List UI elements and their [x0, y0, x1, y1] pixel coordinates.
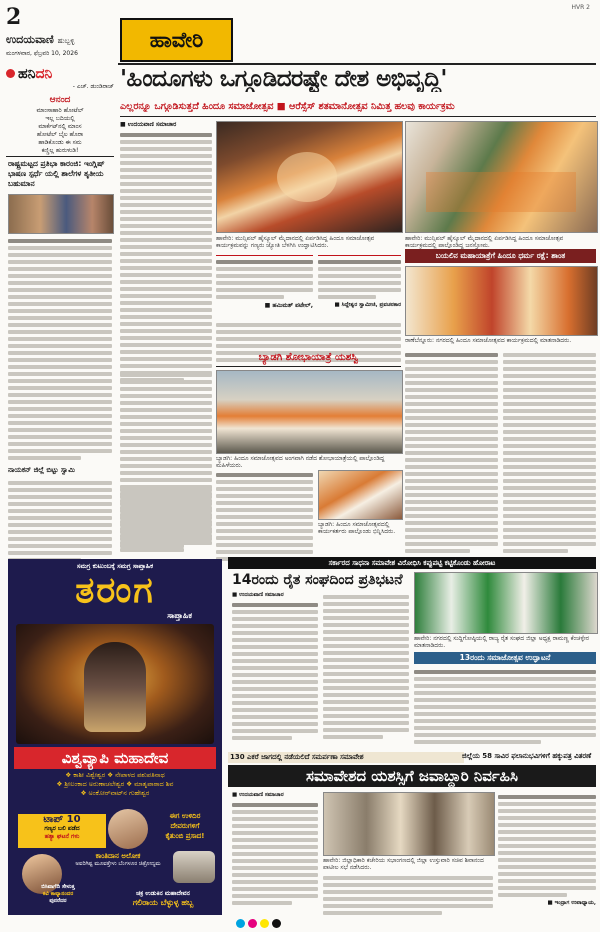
bottom-left-2: ಕವಿ ಕಾವ್ಯಾನಂದರ: [42, 891, 74, 897]
main-photo-left: [216, 121, 403, 233]
main-photo-right: [405, 121, 598, 233]
farmers-body-2: [323, 592, 409, 742]
yellow-mark: [260, 919, 269, 928]
ranebennur-photo: [405, 266, 598, 336]
bottom-headline: ಸಮಾವೇಶದ ಯಶಸ್ಸಿಗೆ ಜವಾಬ್ದಾರಿ ನಿರ್ವಹಿಸಿ: [228, 765, 596, 787]
poem-lines: [6, 107, 114, 155]
column-text: ಅವರಿಗಿಷ್ಟ ಮೂವತ್ತೇಳು ಬೆಂಗಳೂರ ಚಿತ್ರೋದ್ಯಮ: [75, 861, 161, 867]
advert-dog-image: [173, 851, 215, 883]
flower-icon: [6, 69, 15, 78]
byadagi-caption: ಬ್ಯಾಡಗಿ: ಹಿಂದೂ ಸಮಾಜೋತ್ಸವದ ಅಂಗವಾಗಿ ನಡೆದ ಶೋಭಾಯಾತ್ರೆಯಲ್ಲಿ ಪಾಲ್ಗೊಂಡಿದ್ದ ಮಹಿಳೆಯರು.: [216, 455, 385, 469]
farmers-caption: ಹಾವೇರಿ: ನಗರದಲ್ಲಿ ಸುದ್ದಿಗೋಷ್ಠಿಯಲ್ಲಿ ರಾಜ್ಯ ರೈತ ಸಂಘದ ಜಿಲ್ಲಾ ಅಧ್ಯಕ್ಷ ರಾಮಣ್ಣ ಕೆಂಚಳ್ಳೇರ ಮಾತನಾಡಿದರು.: [414, 635, 590, 649]
poem-author: - ಎಚ್. ಡುಂಡಿರಾಜ್: [72, 83, 114, 90]
bottom-photo: [323, 792, 495, 856]
bottom-right-1: ಚಕ್ರ ಉಡುಕಿನ ಮಹಾದೇವನ: [136, 890, 190, 897]
bottom-body: [232, 800, 318, 908]
main-byline: ■ ಉದಯವಾಣಿ ಸಮಾಚಾರ: [120, 121, 177, 128]
advert-quote: [148, 811, 222, 841]
magenta-mark: [248, 919, 257, 928]
headline-rule: [120, 116, 596, 117]
main-subheadline: ಎಲ್ಲರನ್ನೂ ಒಗ್ಗೂಡಿಸುತ್ತದೆ ಹಿಂದೂ ಸಮಾಜೋತ್ಸವ ■ ಆರೆಸ್ಸೆಸ್ ಶತಮಾನೋತ್ಸವ ನಿಮಿತ್ತ ಹಲವು ಕಾರ್ಯಕ್ರಮ: [120, 101, 455, 112]
inauguration-body: [414, 667, 596, 747]
quote-one-author: ■ ಹಮಿಮತ್ ಪಟೇಲ್,: [264, 302, 313, 309]
byadagi-body-3: [120, 485, 212, 551]
registration-marks: [236, 913, 284, 932]
ranebennur-body: [405, 350, 498, 556]
corner-tag: HVR 2: [571, 4, 590, 11]
hani-dani-box: [6, 66, 114, 154]
farmers-body: [232, 600, 318, 743]
brand-suffix: ದನಿ: [35, 66, 53, 82]
farmers-photo: [414, 572, 598, 634]
inauguration-banner: 13ರಂದು ಸಮಾಜೋತ್ಸವ ಉದ್ಘಾಟನೆ: [414, 652, 596, 664]
farmers-byline: ■ ಉದಯವಾಣಿ ಸಮಾಚಾರ: [232, 592, 284, 598]
advert-bottom-right: [106, 889, 220, 907]
poem-line: ಹೋಟೆಲ್ ಬೈಲ ಹೊರಾ: [36, 131, 84, 138]
advert-brand: ತರಂಗ: [75, 570, 155, 611]
poem-line: ಇಲ್ಲ ಬದಿಯಲ್ಲಿ: [45, 115, 75, 122]
bottom-caption: ಹಾವೇರಿ: ಜಿಲ್ಲಾಧಿಕಾರಿ ಕಚೇರಿಯ ಸಭಾಂಗಣದಲ್ಲಿ ಜಿಲ್ಲಾ ಉಸ್ತುವಾರಿ ಸಚಿವ ಶಿವಾನಂದ ಪಾಟೀಲ ಸಭೆ ನಡೆಸಿದರು.: [323, 857, 484, 871]
advert-brand-sub: ಸಾಪ್ತಾಹಿಕ: [167, 611, 192, 620]
quote-box-one: [216, 255, 313, 314]
feature-line: ❖ ಶ್ರೀಲಂಕಾದ ಅರುಣಾಚಲೇಶ್ವರ ❖ ಮಾತೃಪಾಠಾದ ಶಿವ: [56, 780, 174, 788]
poem-title: ಆನಂದ: [49, 95, 71, 105]
quote-two-author: ■ ಸಿದ್ದೇಶ್ವರ ಸ್ವಾಮೀಜಿ, ಪ್ರವಚನಕಾರ: [334, 302, 401, 308]
main-caption-right: ಹಾವೇರಿ: ಮುನ್ಸಿಪಲ್ ಹೈಸ್ಕೂಲ್ ಮೈದಾನದಲ್ಲಿ ಏರ್ಪಡಿಸಿದ್ದ ಹಿಂದೂ ಸಮಾಜೋತ್ಸವ ಕಾರ್ಯಕ್ರಮದಲ್ಲಿ ಪಾಲ್ಗೊಂಡಿದ್ದ ಜನಸ್ತೋಮ.: [405, 235, 564, 249]
feature-line: ❖ ಕಾಶೀ ವಿಶ್ವೇಶ್ವರ ❖ ನೇಪಾಳದ ಪಶುಪತಿನಾಥ: [65, 771, 165, 779]
ranebennur-caption: ರಾಣೆಬೆನ್ನೂರು: ನಗರದಲ್ಲಿ ಹಿಂದೂ ಸಮಾಜೋತ್ಸವದ ಕಾರ್ಯಕ್ರಮದಲ್ಲಿ ಮಾತನಾಡಿದರು.: [405, 337, 572, 344]
bottom-right-2: ಗಲಿರಾಯ ಬೆಳ್ಳುಳ್ಳ ಹಬ್ಬ: [132, 898, 194, 907]
edition-tag: ಹುಬ್ಬಳ್ಳಿ: [57, 37, 75, 45]
left-rule-1: [6, 156, 114, 157]
masthead-rule: [118, 63, 596, 65]
advert-bottom-left: [18, 884, 98, 905]
left-story-subhead: ನಾಯಕನ್ ಜಿಲ್ಲೆ ಬಿಟ್ಟು ಸ್ವಾಮಿ: [8, 466, 75, 474]
paper-name-text: ಉದಯವಾಣಿ: [6, 33, 54, 46]
farmers-headline: 14ರಂದು ರೈತ ಸಂಘದಿಂದ ಪ್ರತಿಭಟನೆ: [232, 572, 403, 588]
kicker-line: 130 ಎಕರೆ ಜಾಗದಲ್ಲಿ ನಡೆಯಲಿದೆ ಸಮರ್ಪಣಾ ಸಮಾವೇಶ: [228, 752, 464, 763]
bottom-side-box: [498, 792, 596, 907]
paper-name: [6, 33, 75, 47]
ranebennur-banner: ಬಯಲಿನ ಮಹಾಯಾತ್ರೆಗೆ ಹಿಂದೂ ಧರ್ಮ ರಕ್ಷೆ: ಶಾಂತ: [405, 249, 596, 263]
top10-title: ಟಾಪ್ 10: [43, 814, 81, 825]
ranebennur-body-2: [503, 350, 596, 556]
cyan-mark: [236, 919, 245, 928]
page-number: 2: [6, 4, 22, 30]
date-line: ಮಂಗಳವಾರ, ಫೆಬ್ರವರಿ 10, 2026: [6, 50, 78, 57]
quote-box-two: [318, 255, 401, 314]
quote-line: ಈಗ ಉಳಿದಿರ: [169, 812, 201, 820]
left-story-body: [8, 236, 112, 463]
left-story-body-2: [8, 478, 112, 565]
byadagi-caption-2: ಬ್ಯಾಡಗಿ: ಹಿಂದೂ ಸಮಾಜೋತ್ಸವದಲ್ಲಿ ಕಾರ್ಯಕರ್ತರು ಪಾಲ್ಗೊಂಡು ಭಿನ್ನಿಸಿದರು.: [318, 521, 396, 535]
poem-line: ಕಣ್ಣಿಲ್ಲ ಹುರುಳುಡಿ!: [41, 147, 79, 154]
column-title: ಕಾಂತಿದಾನ ಅಲೋಕ: [95, 852, 141, 860]
bottom-byline: ■ ಉದಯವಾಣಿ ಸಮಾಚಾರ: [232, 792, 284, 798]
top10-sub2: ಹತ್ಯಾ ಘಟನೆ ಗಳು: [44, 833, 80, 840]
byadagi-headline: ಬ್ಯಾಡಗಿ ಶೋಭಾಯಾತ್ರೆ ಯಶಸ್ವಿ: [258, 352, 359, 363]
bottom-left-1: ಬಿಸಿವಾಗೆದಿ ಸೇಳುತ್ತ: [41, 884, 75, 890]
hani-dani-brand: [6, 66, 114, 82]
main-caption-left: ಹಾವೇರಿ: ಮುನ್ಸಿಪಲ್ ಹೈಸ್ಕೂಲ್ ಮೈದಾನದಲ್ಲಿ ಏರ್ಪಡಿಸಿದ್ದ ಹಿಂದೂ ಸಮಾಜೋತ್ಸವ ಕಾರ್ಯಕ್ರಮವನ್ನು ಗಣ್ಯರು ಜ್ಯೋತಿ ಬೆಳಗಿಸಿ ಉದ್ಘಾಟಿಸಿದರು.: [216, 235, 375, 249]
byadagi-photo-2: [318, 470, 403, 520]
byadagi-body-2: [216, 470, 313, 564]
bottom-left-3: ಪುನರೆದರ: [49, 898, 67, 904]
advert-column-box: [68, 852, 168, 868]
advert-top10-box: [18, 814, 106, 848]
farmers-banner: ಸರ್ಕಾರದ ಸಾಧನಾ ಸಮಾವೇಶ ವಿರೋಧಿಸಿ ಕಪ್ಪುಪಟ್ಟಿ ಕಟ್ಟಿಕೊಂಡು ಹೋರಾಟ: [228, 557, 596, 569]
poem-line: ಮಾಂಸಾಹಾರಿ ಹೋಟೆಲ್: [36, 107, 84, 114]
advert-portrait-1: [108, 809, 148, 849]
section-title-box: [120, 18, 233, 62]
top10-sub1: ಗಣ್ಯರ ಬಲಿ ಪಡೆದ: [44, 825, 80, 832]
black-mark: [272, 919, 281, 928]
quote-line: ದೇವರುಗಳಿಗೆ: [170, 822, 200, 830]
poem-line: ಹಾಡಿಕೊಂಡು ಈ ಸಮ: [38, 139, 82, 146]
bottom-side-author: ■ ಇಂದ್ರಾಗ ಉಪಾಧ್ಯಾಯ,: [547, 900, 596, 906]
left-story-headline: ರಾಷ್ಟ್ರಮಟ್ಟದ ಪ್ರತಿಭಾ ಕಾರಂಜಿ: ಇಂಗ್ಲಿಷ್ ಭಾಷಣ ಸ್ಪರ್ಧೆ ಯಲ್ಲಿ ಶಾಲೆಗಳ ತೃತೀಯ ಬಹುಮಾನ: [8, 159, 105, 188]
section-title: ಹಾವೇರಿ: [149, 27, 204, 52]
advert-feature-lines: [8, 771, 222, 798]
advert-tagline: ಸಮಗ್ರ ಕುಟುಂಬಕ್ಕೆ ಸಮಗ್ರ ಸಾಪ್ತಾಹಿಕ: [76, 562, 154, 570]
advert-feature-title: ವಿಶ್ವವ್ಯಾಪಿ ಮಹಾದೇವ: [14, 747, 216, 769]
bottom-body-2: [323, 873, 493, 918]
idol-shape: [84, 642, 146, 732]
byadagi-rule: [216, 366, 401, 367]
brand-prefix: ಹನಿ: [18, 66, 36, 82]
byadagi-photo: [216, 370, 403, 454]
advert-cover-image: [16, 624, 214, 744]
main-story-body: [120, 130, 212, 385]
taranga-advert: [8, 559, 222, 915]
poem-line: ಮಾರ್ಕೆಟ್‌ನಲ್ಲಿ ಮಾಂಸ: [38, 123, 82, 130]
quote-line: ಕೈತುಂಬಿ ಪ್ರಸಾದ!: [165, 832, 205, 840]
feature-line: ❖ ಅಂಕೋರ್‌ವಾಟ್‌ನ ಗುಹೇಶ್ವರ: [80, 789, 150, 797]
left-story-photo: [8, 194, 114, 234]
inauguration-footer: ಜಿಲ್ಲೆಯ 58 ಸಾವಿರ ಫಲಾನುಭವಿಗಳಿಗೆ ಹಕ್ಕುಪತ್ರ ವಿತರಣೆ: [462, 752, 592, 760]
main-headline: 'ಹಿಂದೂಗಳು ಒಗ್ಗೂಡಿದರಷ್ಟೇ ದೇಶ ಅಭಿವೃದ್ಧಿ': [120, 66, 447, 92]
